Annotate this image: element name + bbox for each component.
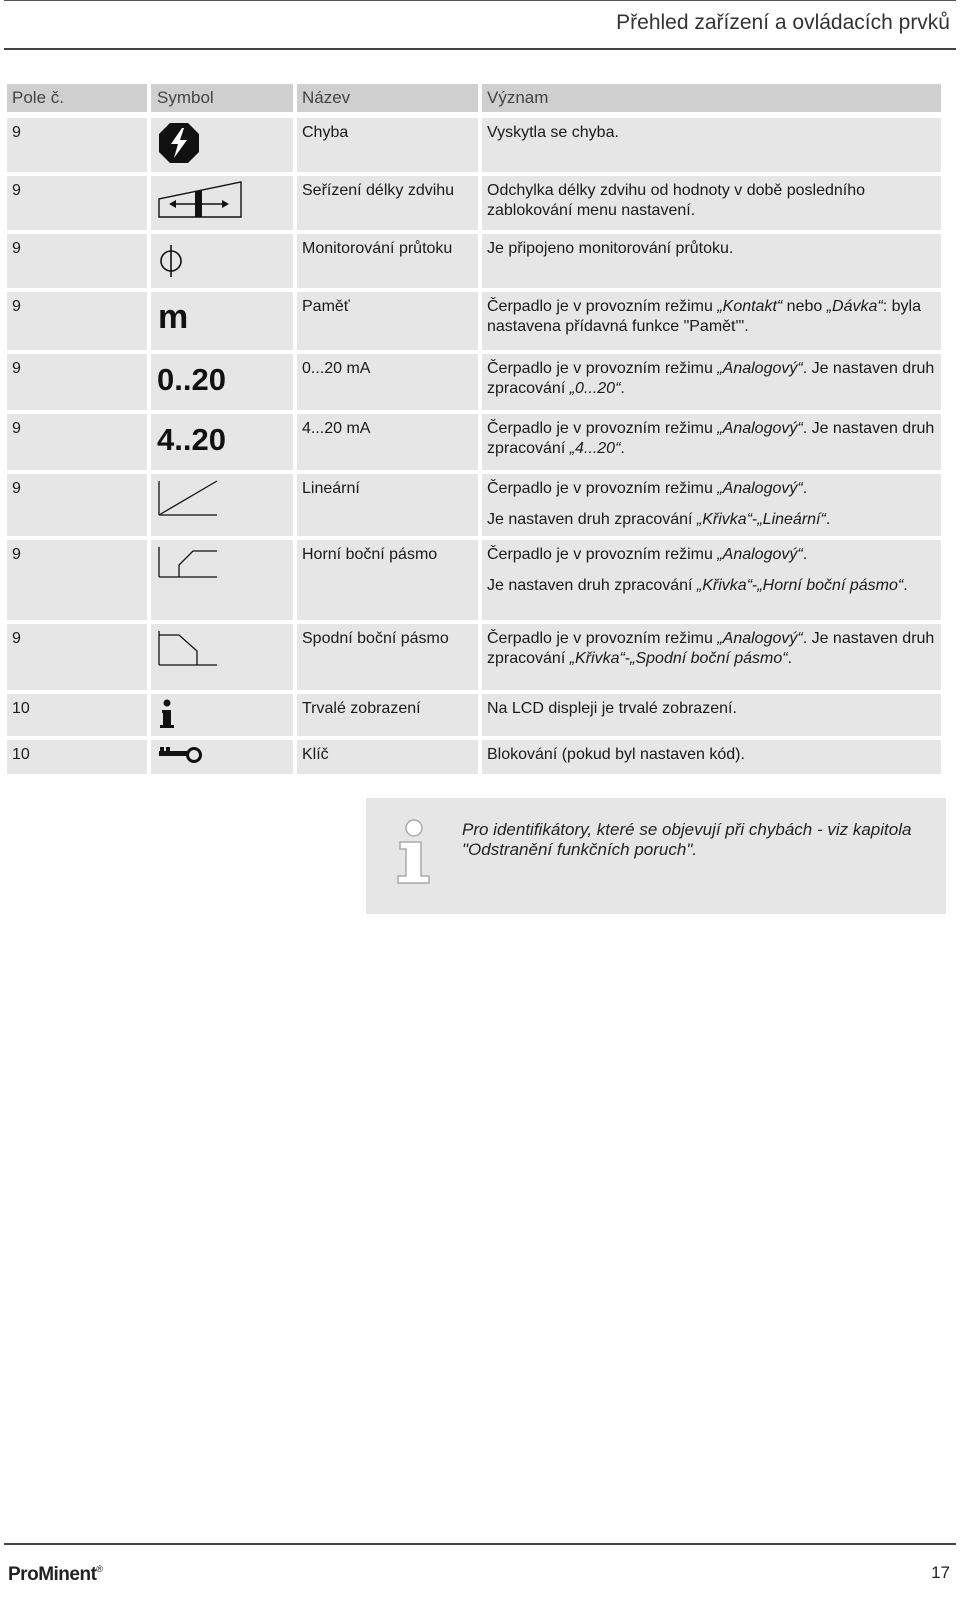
symbol-cell — [151, 740, 293, 774]
symbol-meaning: Čerpadlo je v provozním režimu „Kontakt“ nebo „Dávka“: byla nastavena přídavná funkce "Pamět'". — [482, 292, 941, 350]
symbol-cell — [151, 540, 293, 620]
symbol-meaning: Čerpadlo je v provozním režimu „Analogový“. Je nastaven druh zpracování „0...20“. — [482, 354, 941, 410]
symbol-cell — [151, 354, 293, 410]
symbol-name: Horní boční pásmo — [297, 540, 478, 620]
symbol-name: Monitorování průtoku — [297, 234, 478, 288]
symbol-name: Chyba — [297, 118, 478, 172]
symbol-meaning: Čerpadlo je v provozním režimu „Analogový“. Je nastaven druh zpracování „Křivka“-„Spodní boční pásmo“. — [482, 624, 941, 690]
table-row — [7, 624, 957, 690]
range-4-20-symbol: 4..20 — [157, 422, 226, 457]
column-header-symbol: Symbol — [151, 84, 293, 112]
column-header-name: Název — [297, 84, 478, 112]
symbol-cell — [151, 694, 293, 736]
symbol-name: Klíč — [297, 740, 478, 774]
column-header-field: Pole č. — [7, 84, 147, 112]
page-number: 17 — [931, 1563, 950, 1582]
field-number: 10 — [7, 740, 147, 774]
symbol-meaning: Čerpadlo je v provozním režimu „Analogový“. Je nastaven druh zpracování „4...20“. — [482, 414, 941, 470]
field-number: 9 — [7, 540, 147, 620]
column-header-meaning: Význam — [482, 84, 941, 112]
field-number: 9 — [7, 234, 147, 288]
page-header — [4, 0, 956, 50]
linear-curve-icon — [157, 477, 219, 521]
range-0-20-symbol: 0..20 — [157, 362, 226, 397]
field-number: 9 — [7, 354, 147, 410]
symbol-cell — [151, 414, 293, 470]
note-info-icon — [394, 818, 434, 886]
symbol-meaning: Čerpadlo je v provozním režimu „Analogový“. Je nastaven druh zpracování „Křivka“-„Horní boční pásmo“. — [482, 540, 941, 620]
field-number: 9 — [7, 624, 147, 690]
symbol-cell — [151, 176, 293, 230]
memory-symbol: m — [158, 298, 189, 336]
field-number: 10 — [7, 694, 147, 736]
table-row — [7, 540, 957, 620]
stroke-length-icon — [157, 179, 243, 221]
field-number: 9 — [7, 118, 147, 172]
symbol-meaning: Odchylka délky zdvihu od hodnoty v době posledního zablokování menu nastavení. — [482, 176, 941, 230]
symbol-name: Spodní boční pásmo — [297, 624, 478, 690]
prominent-logo: ProMinent® — [8, 1564, 103, 1585]
symbol-meaning: Čerpadlo je v provozním režimu „Analogový“. Je nastaven druh zpracování „Křivka“-„Lineární“. — [482, 474, 941, 536]
table-row — [7, 234, 957, 288]
info-icon — [157, 697, 181, 731]
table-row — [7, 740, 957, 774]
flow-monitor-icon — [157, 237, 187, 281]
footer-divider — [4, 1543, 956, 1545]
symbol-cell — [151, 474, 293, 536]
symbol-meaning: Vyskytla se chyba. — [482, 118, 941, 172]
table-row — [7, 474, 957, 536]
symbol-cell — [151, 624, 293, 690]
table-row — [7, 414, 957, 470]
page-title: Přehled zařízení a ovládacích prvků — [616, 11, 950, 34]
key-icon — [157, 743, 203, 769]
table-row — [7, 694, 957, 736]
symbol-name: 0...20 mA — [297, 354, 478, 410]
table-row — [7, 354, 957, 410]
symbol-meaning: Je připojeno monitorování průtoku. — [482, 234, 941, 288]
table-header-row — [7, 84, 957, 112]
symbol-name: 4...20 mA — [297, 414, 478, 470]
error-lightning-icon — [157, 121, 201, 165]
symbol-meaning: Blokování (pokud byl nastaven kód). — [482, 740, 941, 774]
note-text: Pro identifikátory, které se objevují při chybách - viz kapitola "Odstranění funkčních poruch". — [462, 820, 912, 859]
field-number: 9 — [7, 414, 147, 470]
table-row — [7, 176, 957, 230]
symbol-name: Trvalé zobrazení — [297, 694, 478, 736]
symbol-cell — [151, 118, 293, 172]
info-note — [366, 798, 946, 914]
field-number: 9 — [7, 292, 147, 350]
symbol-meaning: Na LCD displeji je trvalé zobrazení. — [482, 694, 941, 736]
symbol-name: Seřízení délky zdvihu — [297, 176, 478, 230]
symbol-table — [7, 84, 957, 778]
symbol-cell — [151, 292, 293, 350]
upper-band-curve-icon — [157, 543, 219, 583]
lower-band-curve-icon — [157, 627, 219, 671]
field-number: 9 — [7, 176, 147, 230]
symbol-name: Paměť — [297, 292, 478, 350]
table-row — [7, 292, 957, 350]
symbol-cell — [151, 234, 293, 288]
field-number: 9 — [7, 474, 147, 536]
table-row — [7, 118, 957, 172]
symbol-name: Lineární — [297, 474, 478, 536]
